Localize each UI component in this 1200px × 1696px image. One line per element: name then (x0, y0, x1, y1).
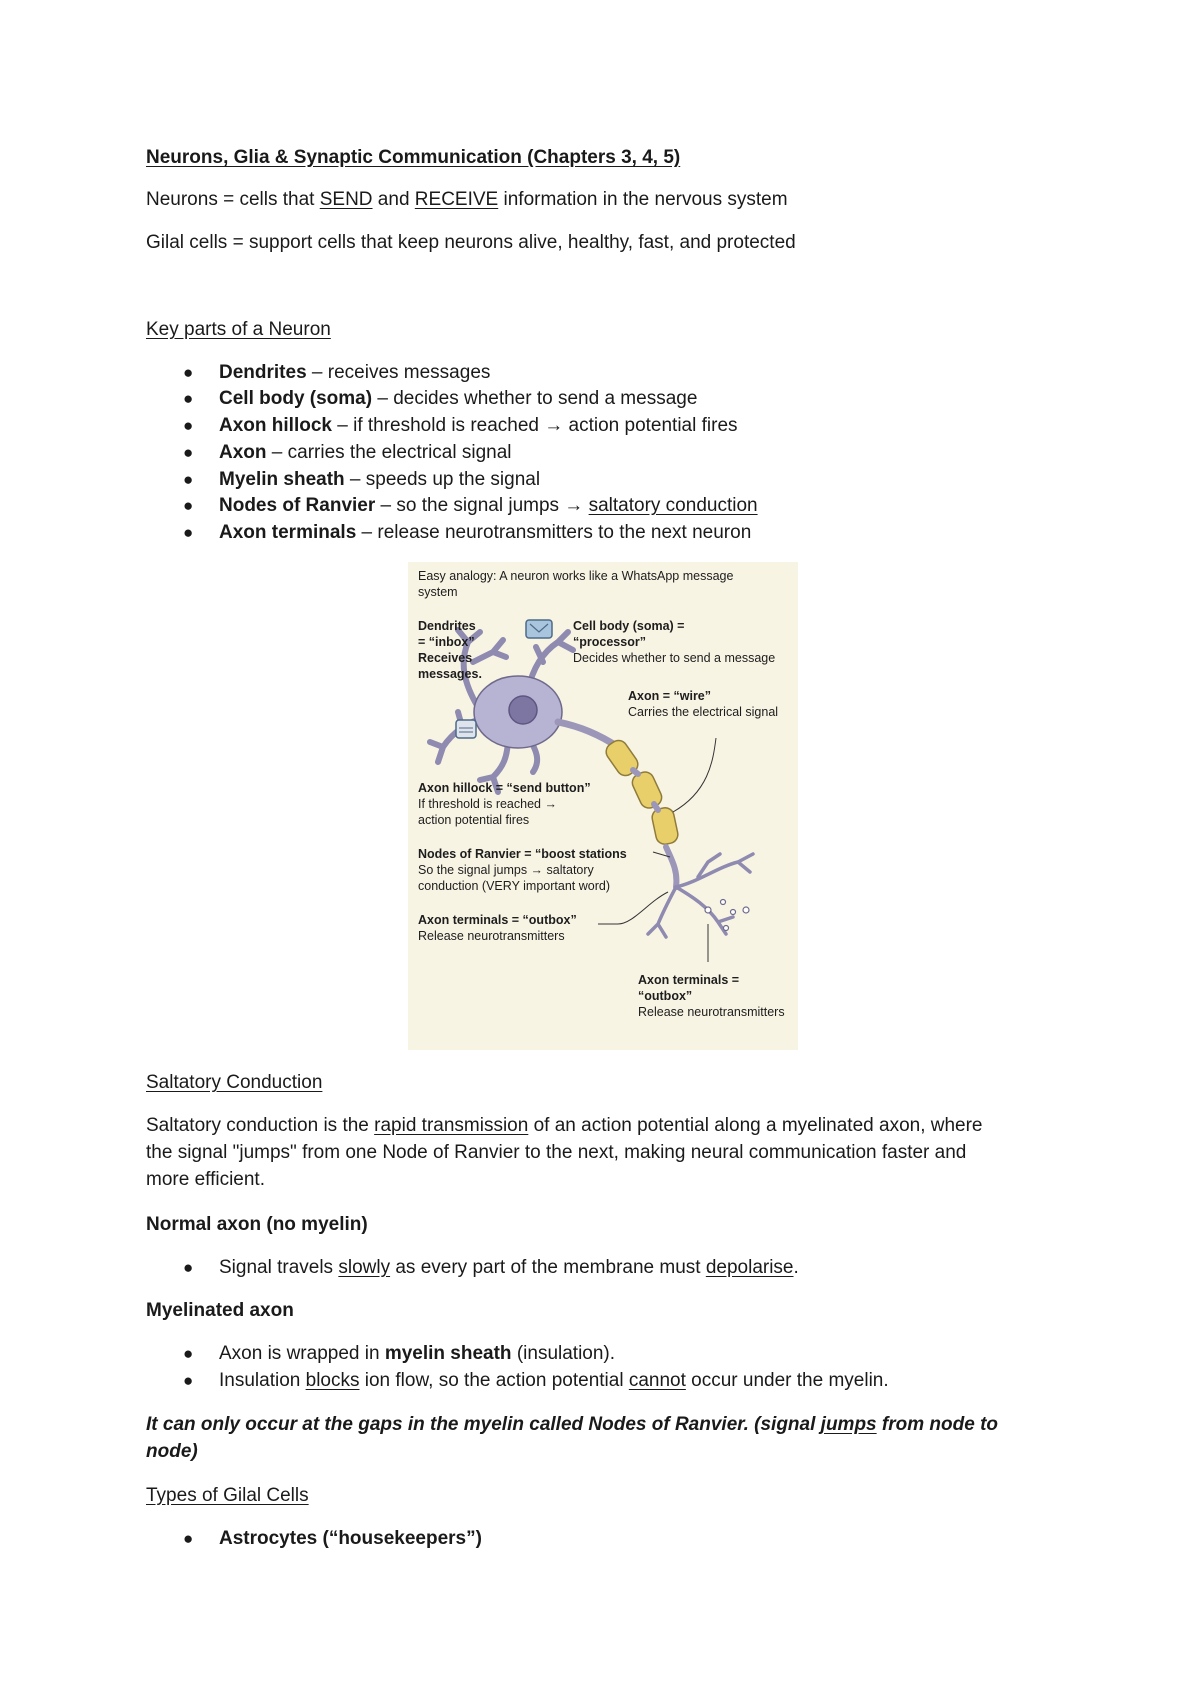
bullet-icon: ● (183, 1529, 194, 1548)
saltatory-paragraph: Saltatory conduction is the rapid transmission of an action potential along a myelinated axon, where the signal "jumps" from one Node of Ranvier to the next, making neural communication faster and more efficient. (146, 1115, 983, 1190)
normal-axon-heading: Normal axon (no myelin) (146, 1214, 368, 1235)
bullet-icon: ● (183, 443, 194, 462)
saltatory-heading: Saltatory Conduction (146, 1072, 323, 1093)
figure-terminals-right-label: Axon terminals = “outbox” Release neurotransmitters (638, 973, 785, 1019)
figure-axon-label: Axon = “wire” Carries the electrical signal (628, 689, 779, 719)
bullet-icon: ● (183, 389, 194, 408)
figure-terminals-left-label: Axon terminals = “outbox” Release neurotransmitters (418, 913, 577, 943)
key-parts-heading: Key parts of a Neuron (146, 319, 331, 340)
figure-intro-line-1: Easy analogy: A neuron works like a WhatsApp message (418, 569, 734, 583)
myelinated-axon-heading: Myelinated axon (146, 1300, 294, 1321)
glial-types-heading: Types of Gilal Cells (146, 1485, 309, 1506)
neuron-analogy-figure (408, 562, 798, 1050)
figure-nodes-label: Nodes of Ranvier = “boost stations So the signal jumps → saltatory conduction (VERY important word) (418, 847, 627, 893)
bullet-icon: ● (183, 416, 194, 435)
emphasis-note: It can only occur at the gaps in the myelin called Nodes of Ranvier. (signal jumps from node to node) (146, 1414, 999, 1462)
page-title: Neurons, Glia & Synaptic Communication (Chapters 3, 4, 5) (146, 147, 681, 168)
figure-soma-label: Cell body (soma) = “processor” Decides whether to send a message (573, 619, 776, 665)
saltatory-conduction-link: saltatory conduction (588, 495, 758, 516)
glial-definition: Gilal cells = support cells that keep neurons alive, healthy, fast, and protected (146, 232, 796, 253)
bullet-icon: ● (183, 363, 194, 382)
figure-intro-line-2: system (418, 585, 458, 599)
bullet-icon: ● (183, 1371, 194, 1390)
figure-hillock-label: Axon hillock = “send button” If threshold is reached → action potential fires (418, 781, 591, 827)
bullet-icon: ● (183, 1344, 194, 1363)
bullet-icon: ● (183, 1258, 194, 1277)
figure-dendrites-label: Dendrites = “inbox” Receives messages. (418, 619, 482, 681)
neurons-definition: Neurons = cells that SEND and RECEIVE information in the nervous system (146, 189, 788, 210)
bullet-icon: ● (183, 496, 194, 515)
bullet-icon: ● (183, 470, 194, 489)
bullet-icon: ● (183, 523, 194, 542)
